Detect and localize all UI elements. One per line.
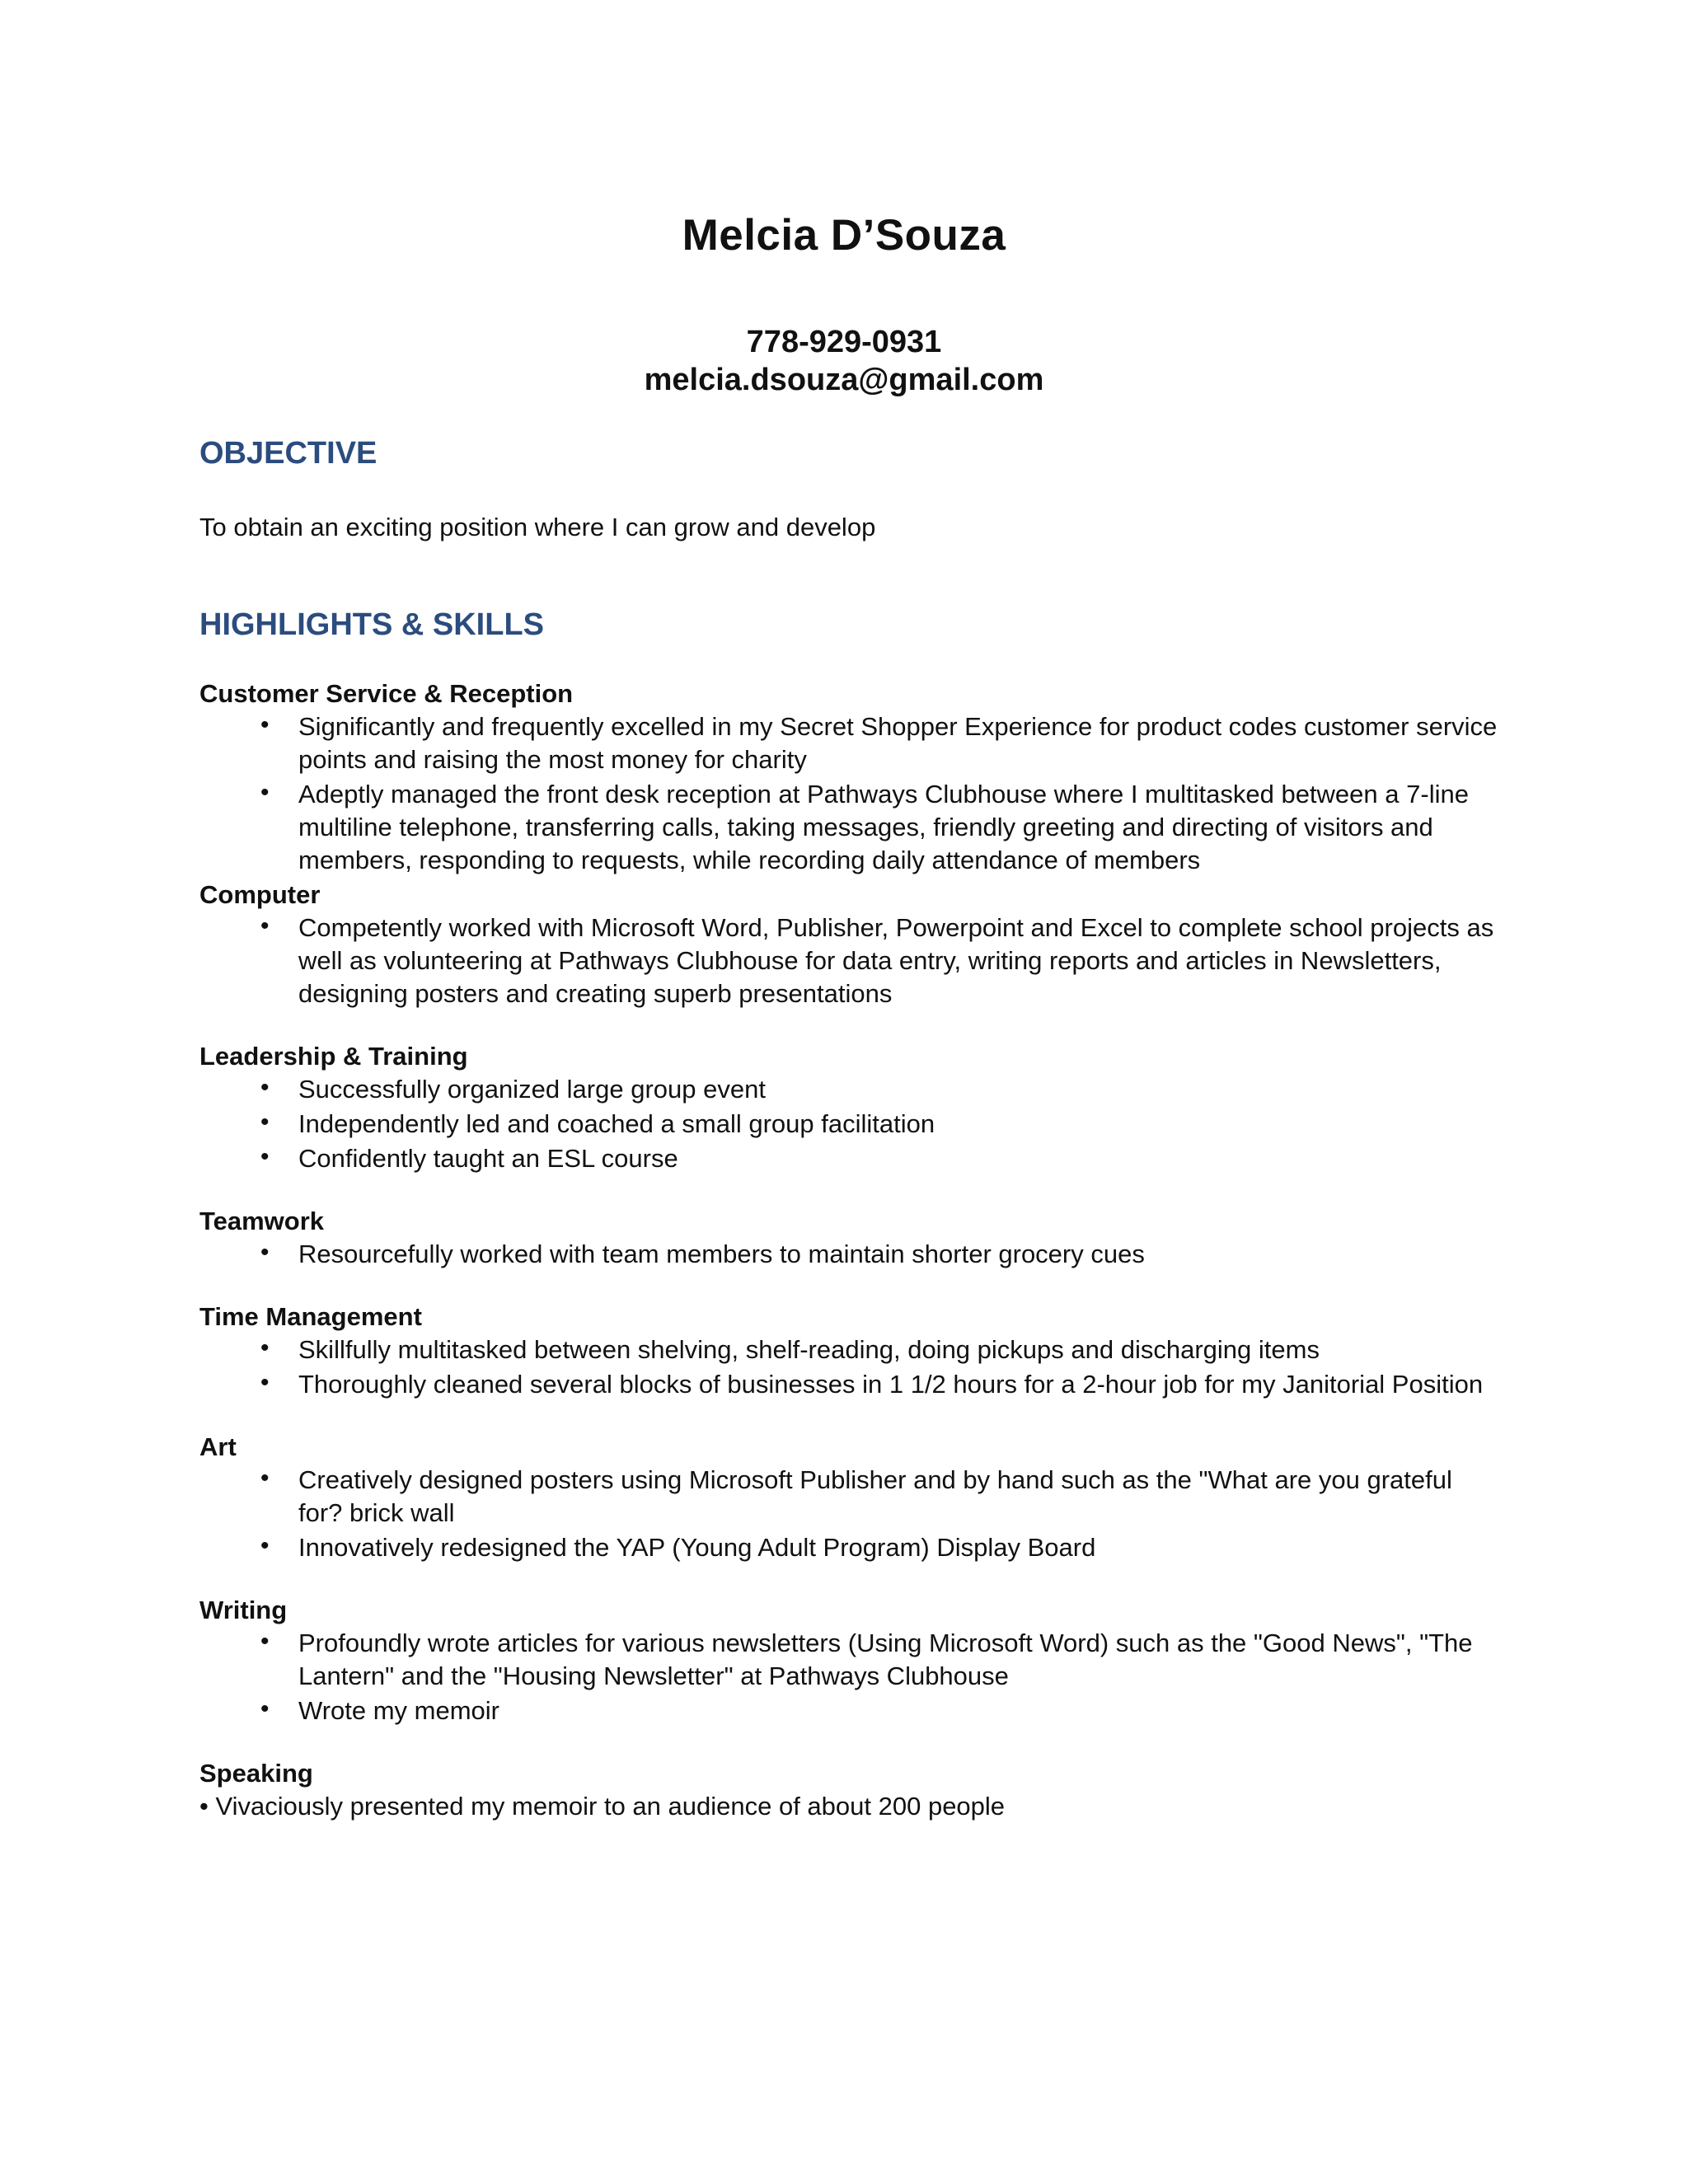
bullet-icon: • <box>260 1695 270 1722</box>
list-item <box>199 1464 1502 1530</box>
category-title: Customer Service & Reception <box>199 679 574 708</box>
category-writing <box>199 1594 1502 1727</box>
email-address: melcia.dsouza@gmail.com <box>644 363 1044 397</box>
list-item <box>199 778 1502 877</box>
category-title: Speaking <box>199 1759 313 1788</box>
speaking-line: • Vivaciously presented my memoir to an audience of about 200 people <box>199 1792 1006 1821</box>
category-title: Writing <box>199 1596 288 1624</box>
category-computer <box>199 879 1502 1010</box>
category-teamwork <box>199 1205 1502 1271</box>
bullet-icon: • <box>260 779 270 806</box>
bullet-text: Resourcefully worked with team members to maintain shorter grocery cues <box>298 1240 1145 1268</box>
bullet-text: Confidently taught an ESL course <box>298 1144 678 1173</box>
objective-text: To obtain an exciting position where I can grow and develop <box>199 513 876 541</box>
bullet-icon: • <box>260 1532 270 1559</box>
bullet-text: Creatively designed posters using Microsoft Publisher and by hand such as the "What are you grateful for? brick wall <box>298 1465 1452 1527</box>
list-item <box>199 1108 1502 1141</box>
bullet-list <box>199 1464 1502 1564</box>
bullet-text: Profoundly wrote articles for various newsletters (Using Microsoft Word) such as the "Good News", "The Lantern" and the "Housing Newsletter" at Pathways Clubhouse <box>298 1629 1473 1690</box>
highlights-heading: HIGHLIGHTS & SKILLS <box>199 607 544 642</box>
bullet-list <box>199 710 1502 877</box>
category-title: Leadership & Training <box>199 1042 468 1071</box>
list-item <box>199 710 1502 776</box>
bullet-icon: • <box>260 1143 270 1170</box>
phone-number: 778-929-0931 <box>746 325 942 359</box>
category-customer-service <box>199 677 1502 877</box>
category-time-management <box>199 1301 1502 1401</box>
bullet-icon: • <box>260 711 270 738</box>
category-leadership <box>199 1040 1502 1175</box>
list-item <box>199 1238 1502 1271</box>
list-item <box>199 1627 1502 1693</box>
bullet-icon: • <box>260 1239 270 1266</box>
bullet-list <box>199 1238 1502 1271</box>
contact-block <box>0 323 1688 399</box>
bullet-text: Competently worked with Microsoft Word, Publisher, Powerpoint and Excel to complete school projects as well as volunteering at Pathways Clubhouse for data entry, writing reports and articles in Newsletters, designing posters and creating superb presentations <box>298 913 1494 1008</box>
bullet-icon: • <box>260 1369 270 1396</box>
category-art <box>199 1431 1502 1564</box>
list-item <box>199 1368 1502 1401</box>
bullet-text: Adeptly managed the front desk reception at Pathways Clubhouse where I multitasked between a 7-line multiline telephone, transferring calls, taking messages, friendly greeting and directing of visitors and members, responding to requests, while recording daily attendance of members <box>298 780 1469 874</box>
bullet-text: Significantly and frequently excelled in my Secret Shopper Experience for product codes customer service points and raising the most money for charity <box>298 712 1498 774</box>
bullet-icon: • <box>260 1108 270 1136</box>
category-title: Computer <box>199 880 321 909</box>
category-speaking <box>199 1757 1502 1823</box>
bullet-text: Successfully organized large group event <box>298 1075 766 1104</box>
bullet-list <box>199 1333 1502 1401</box>
bullet-list <box>199 1073 1502 1175</box>
bullet-icon: • <box>260 1628 270 1655</box>
category-title: Time Management <box>199 1302 422 1331</box>
list-item <box>199 1531 1502 1564</box>
category-title: Art <box>199 1432 237 1461</box>
candidate-name: Melcia D’Souza <box>682 211 1006 260</box>
bullet-icon: • <box>260 1334 270 1361</box>
list-item <box>199 912 1502 1010</box>
bullet-icon: • <box>260 1465 270 1492</box>
category-title: Teamwork <box>199 1207 325 1235</box>
bullet-text: Wrote my memoir <box>298 1696 500 1725</box>
objective-heading: OBJECTIVE <box>199 436 377 471</box>
bullet-text: Independently led and coached a small group facilitation <box>298 1109 935 1138</box>
bullet-list <box>199 1627 1502 1727</box>
bullet-text: Innovatively redesigned the YAP (Young Adult Program) Display Board <box>298 1533 1096 1562</box>
list-item <box>199 1142 1502 1175</box>
list-item <box>199 1333 1502 1366</box>
list-item <box>199 1073 1502 1106</box>
list-item <box>199 1694 1502 1727</box>
bullet-text: Thoroughly cleaned several blocks of businesses in 1 1/2 hours for a 2-hour job for my Janitorial Position <box>298 1370 1484 1399</box>
bullet-text: Skillfully multitasked between shelving, shelf-reading, doing pickups and discharging items <box>298 1335 1320 1364</box>
bullet-list <box>199 912 1502 1010</box>
bullet-icon: • <box>260 912 270 940</box>
resume-body <box>199 429 1502 1823</box>
bullet-icon: • <box>260 1074 270 1101</box>
